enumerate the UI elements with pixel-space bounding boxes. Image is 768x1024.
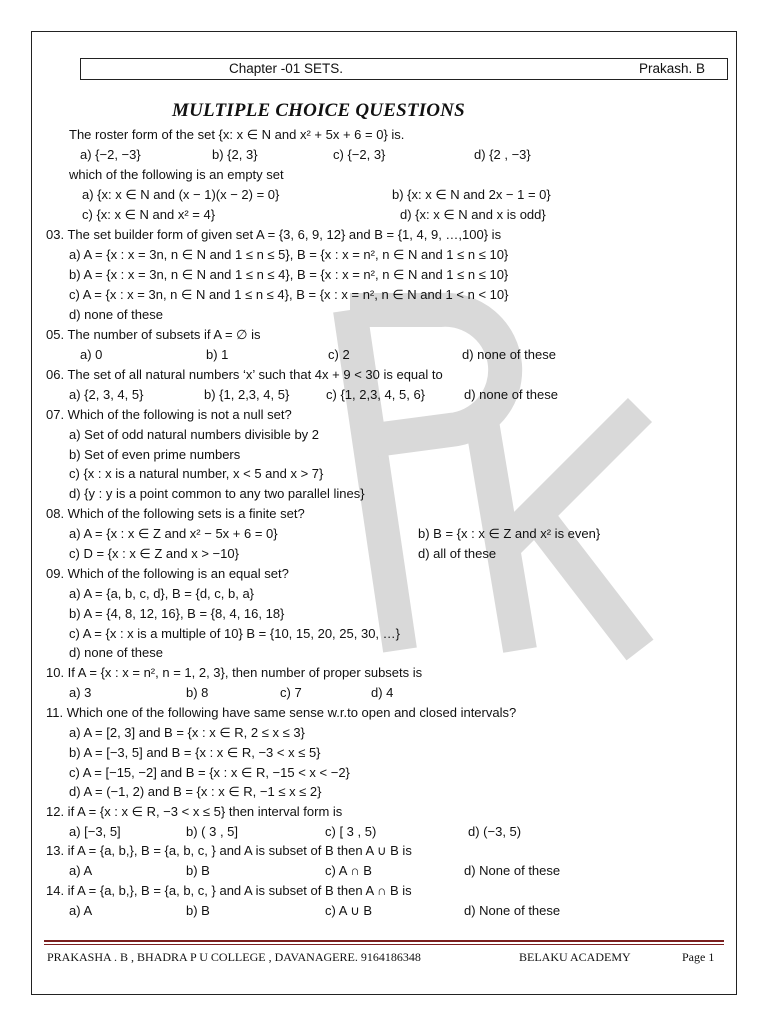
question-line: b) ( 3 , 5] (186, 824, 239, 839)
question-line: d) {y : y is a point common to any two parallel lines} (69, 486, 365, 501)
question-line: d) all of these (418, 546, 497, 561)
question-line: 12. if A = {x : x ∈ R, −3 < x ≤ 5} then interval form is (46, 804, 343, 819)
question-line: d) A = (−1, 2) and B = {x : x ∈ R, −1 ≤ x ≤ 2} (69, 784, 322, 799)
question-line: b) A = {4, 8, 12, 16}, B = {8, 4, 16, 18} (69, 606, 285, 621)
footer-rule-thin (44, 944, 724, 945)
question-line: b) {2, 3} (212, 147, 258, 162)
question-line: 06. The set of all natural numbers ‘x’ such that 4x + 9 < 30 is equal to (46, 367, 443, 382)
question-line: c) {x : x is a natural number, x < 5 and x > 7} (69, 466, 324, 481)
question-line: b) 8 (186, 685, 209, 700)
question-line: c) {x: x ∈ N and x² = 4} (82, 207, 216, 222)
question-line: 14. if A = {a, b,}, B = {a, b, c, } and A is subset of B then A ∩ B is (46, 883, 412, 898)
question-line: d) {x: x ∈ N and x is odd} (400, 207, 546, 222)
question-line: c) A = {x : x = 3n, n ∈ N and 1 ≤ n ≤ 4}, B = {x : x = n², n ∈ N and 1 < n < 10} (69, 287, 509, 302)
question-line: c) D = {x : x ∈ Z and x > −10} (69, 546, 239, 561)
question-line: d) none of these (69, 307, 163, 322)
footer-rule (44, 940, 724, 942)
question-line: d) {2 , −3} (474, 147, 531, 162)
question-line: b) B (186, 863, 210, 878)
question-line: d) none of these (69, 645, 163, 660)
question-line: c) A = [−15, −2] and B = {x : x ∈ R, −15 < x < −2} (69, 765, 350, 780)
question-line: a) {x: x ∈ N and (x − 1)(x − 2) = 0} (82, 187, 280, 202)
question-line: 03. The set builder form of given set A = {3, 6, 9, 12} and B = {1, 4, 9, …,100} is (46, 227, 502, 242)
question-line: c) {1, 2,3, 4, 5, 6} (326, 387, 426, 402)
question-line: d) none of these (462, 347, 556, 362)
question-line: c) A ∪ B (325, 903, 373, 918)
footer-page-number: Page 1 (682, 950, 715, 964)
question-line: d) None of these (464, 863, 561, 878)
question-line: b) A = [−3, 5] and B = {x : x ∈ R, −3 < x ≤ 5} (69, 745, 321, 760)
question-line: which of the following is an empty set (69, 167, 284, 182)
question-line: c) {−2, 3} (333, 147, 386, 162)
footer-college: PRAKASHA . B , BHADRA P U COLLEGE , DAVANAGERE. 9164186348 (47, 950, 421, 964)
question-line: a) A = [2, 3] and B = {x : x ∈ R, 2 ≤ x ≤ 3} (69, 725, 305, 740)
question-line: c) A = {x : x is a multiple of 10} B = {10, 15, 20, 25, 30, …} (69, 626, 400, 641)
question-line: a) 3 (69, 685, 92, 700)
question-line: a) {2, 3, 4, 5} (69, 387, 144, 402)
question-line: c) 7 (280, 685, 302, 700)
question-line: a) A = {x : x ∈ Z and x² − 5x + 6 = 0} (69, 526, 278, 541)
question-line: a) A (69, 863, 93, 878)
question-line: 13. if A = {a, b,}, B = {a, b, c, } and A is subset of B then A ∪ B is (46, 843, 412, 858)
question-line: The roster form of the set {x: x ∈ N and x² + 5x + 6 = 0} is. (69, 127, 405, 142)
question-line: b) B (186, 903, 210, 918)
question-line: b) {x: x ∈ N and 2x − 1 = 0} (392, 187, 551, 202)
question-line: d) None of these (464, 903, 561, 918)
question-line: b) {1, 2,3, 4, 5} (204, 387, 290, 402)
question-line: d) (−3, 5) (468, 824, 522, 839)
question-line: d) 4 (371, 685, 394, 700)
question-line: a) [−3, 5] (69, 824, 121, 839)
question-line: 10. If A = {x : x = n², n = 1, 2, 3}, then number of proper subsets is (46, 665, 423, 680)
question-line: 11. Which one of the following have same sense w.r.to open and closed intervals? (46, 705, 517, 720)
question-line: 07. Which of the following is not a null set? (46, 407, 292, 422)
question-line: b) B = {x : x ∈ Z and x² is even} (418, 526, 601, 541)
question-line: c) 2 (328, 347, 350, 362)
question-line: a) A = {x : x = 3n, n ∈ N and 1 ≤ n ≤ 5}, B = {x : x = n², n ∈ N and 1 ≤ n ≤ 10} (69, 247, 509, 262)
question-line: c) A ∩ B (325, 863, 372, 878)
page-title: MULTIPLE CHOICE QUESTIONS (172, 100, 465, 121)
question-line: a) Set of odd natural numbers divisible by 2 (69, 427, 320, 442)
author-name: Prakash. B (638, 61, 705, 76)
question-line: a) {−2, −3} (80, 147, 141, 162)
question-line: b) Set of even prime numbers (69, 447, 241, 462)
question-line: c) [ 3 , 5) (325, 824, 377, 839)
footer-academy: BELAKU ACADEMY (519, 950, 631, 964)
question-line: 08. Which of the following sets is a finite set? (46, 506, 305, 521)
question-line: a) 0 (80, 347, 103, 362)
chapter-title: Chapter -01 SETS. (229, 61, 344, 76)
question-line: d) none of these (464, 387, 558, 402)
question-line: a) A (69, 903, 93, 918)
question-line: b) A = {x : x = 3n, n ∈ N and 1 ≤ n ≤ 4}, B = {x : x = n², n ∈ N and 1 ≤ n ≤ 10} (69, 267, 509, 282)
question-line: a) A = {a, b, c, d}, B = {d, c, b, a} (69, 586, 255, 601)
question-line: 09. Which of the following is an equal set? (46, 566, 289, 581)
question-line: 05. The number of subsets if A = ∅ is (46, 327, 261, 342)
question-line: b) 1 (206, 347, 229, 362)
